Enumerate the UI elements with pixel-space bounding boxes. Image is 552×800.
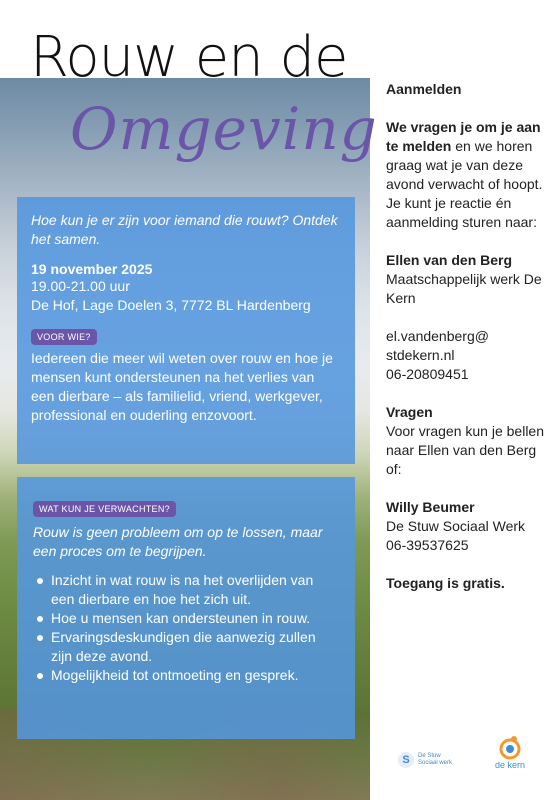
kern-icon — [497, 734, 523, 760]
event-date: 19 november 2025 — [31, 261, 153, 277]
contact2-phone[interactable]: 06-39537625 — [386, 537, 469, 553]
title-line-1: Rouw en de — [30, 25, 348, 90]
info-panel — [17, 197, 355, 464]
registration-request-bold: We vragen je om je aan te melden — [386, 119, 541, 154]
contact1-phone[interactable]: 06-20809451 — [386, 366, 469, 382]
stuw-line-2: Sociaal werk — [418, 760, 453, 766]
kern-label: de kern — [494, 760, 526, 770]
contact1-name: Ellen van den Berg — [386, 252, 513, 268]
contact1-email[interactable]: el.vandenberg@ stdekern.nl — [386, 328, 489, 363]
list-item: Hoe u mensen kan ondersteunen in rouw. — [51, 609, 339, 628]
de-stuw-logo — [398, 752, 452, 768]
list-item: Ervaringsdeskundigen die aanwezig zullen zijn deze avond. — [51, 628, 339, 666]
de-kern-logo — [490, 734, 530, 770]
registration-column — [386, 80, 546, 593]
tag-wat-kun-je-verwachten: WAT KUN JE VERWACHTEN? — [33, 501, 176, 517]
entry-note: Toegang is gratis. — [386, 575, 505, 591]
expectations-list — [33, 571, 339, 685]
audience-text: Iedereen die meer wil weten over rouw en hoe je mensen kunt ondersteunen na het verlies van een dierbare – als familielid, vriend, werkgever, professional en ouderling enzovoort. — [31, 350, 333, 423]
tag-voor-wie: VOOR WIE? — [31, 329, 97, 345]
registration-request-rest: en we horen graag wat je van deze avond verwacht of hoopt. Je kunt je reactie én aanmelding sturen naar: — [386, 138, 543, 230]
list-item: Mogelijkheid tot ontmoeting en gesprek. — [51, 666, 339, 685]
expectations-panel — [17, 477, 355, 739]
list-item: Inzicht in wat rouw is na het overlijden van een dierbare en hoe het zich uit. — [51, 571, 339, 609]
contact1-org: Maatschappelijk werk De Kern — [386, 271, 542, 306]
intro-text: Hoe kun je er zijn voor iemand die rouwt? Ontdek het samen. — [31, 212, 338, 247]
contact2-name: Willy Beumer — [386, 499, 475, 515]
registration-heading: Aanmelden — [386, 81, 462, 97]
stuw-line-1: De Stuw — [418, 753, 441, 759]
title-line-2: Omgeving — [70, 95, 378, 163]
questions-text: Voor vragen kun je bellen naar Ellen van den Berg of: — [386, 423, 544, 477]
expectations-subtitle: Rouw is geen probleem om op te lossen, maar een proces om te begrijpen. — [33, 524, 323, 559]
event-location: De Hof, Lage Doelen 3, 7772 BL Hardenberg — [31, 297, 311, 313]
event-time: 19.00-21.00 uur — [31, 278, 130, 294]
registration-request — [386, 118, 546, 232]
questions-heading: Vragen — [386, 404, 433, 420]
contact2-org: De Stuw Sociaal Werk — [386, 518, 526, 534]
stuw-icon: S — [398, 752, 414, 768]
